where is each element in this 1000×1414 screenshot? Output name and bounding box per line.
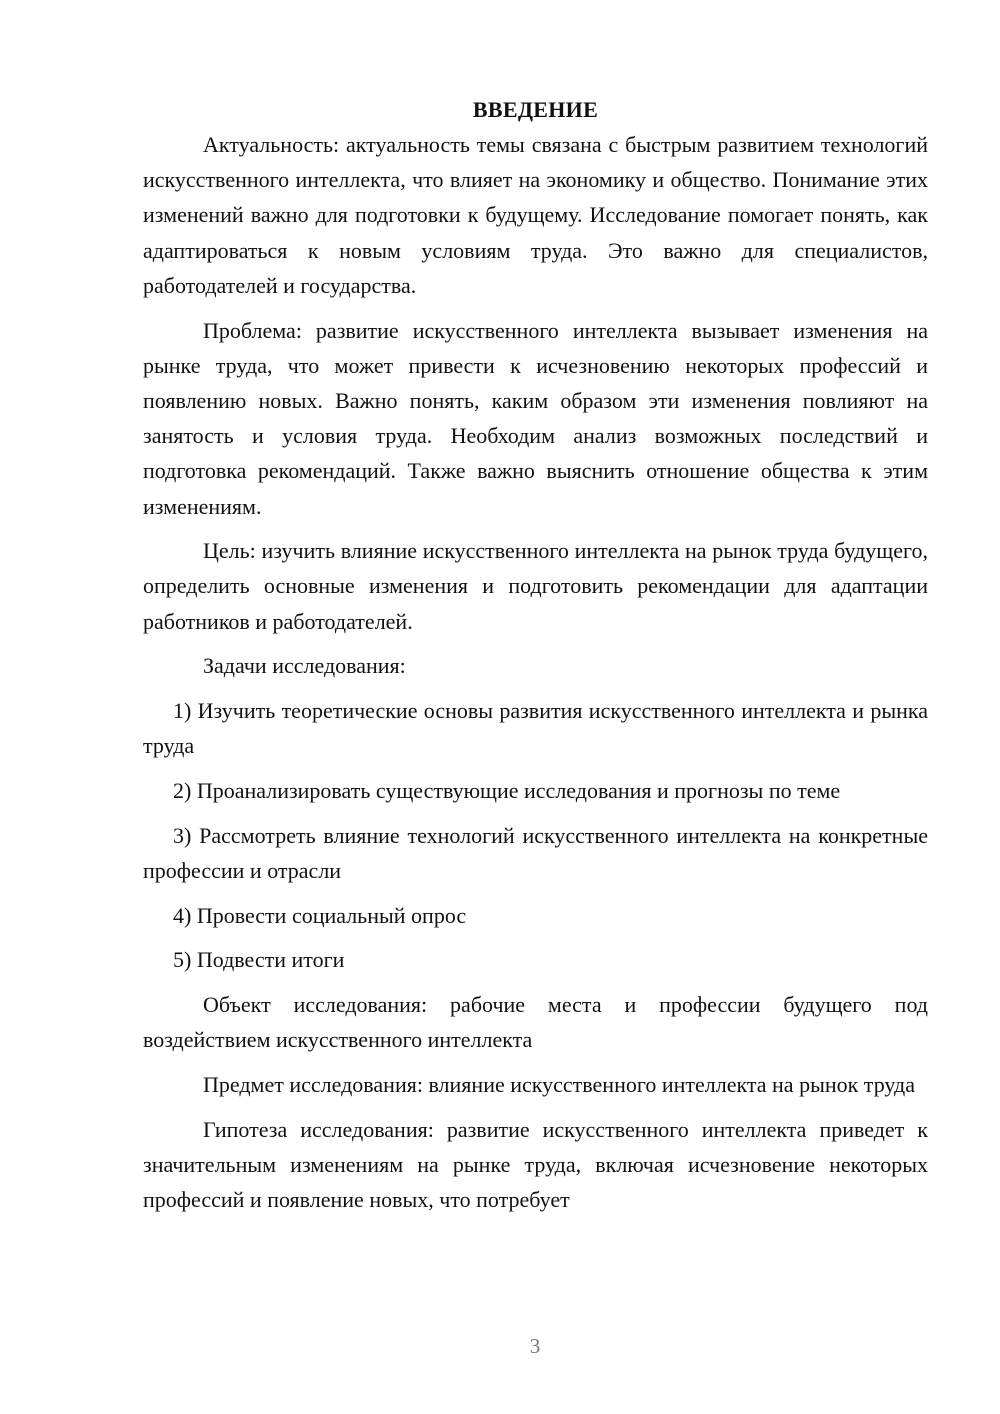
paragraph-relevance: Актуальность: актуальность темы связана с быстрым развитием технологий искусственного интеллекта, что влияет на экономику и общество. Понимание этих изменений важно для подготовки к будущему. Исследование помогает понять, как адаптироваться к новым условиям труда. Это важно для специалистов, работодателей и государства. bbox=[143, 132, 928, 298]
task-item: 1) Изучить теоретические основы развития искусственного интеллекта и рынка труда bbox=[143, 698, 928, 759]
page-number: 3 bbox=[529, 1334, 541, 1358]
page-content bbox=[143, 92, 928, 1227]
task-item: 4) Провести социальный опрос bbox=[173, 902, 467, 928]
paragraph-tasks-heading: Задачи исследования: bbox=[203, 653, 406, 679]
paragraph-object: Объект исследования: рабочие места и профессии будущего под воздействием искусственного интеллекта bbox=[143, 991, 928, 1053]
task-item: 3) Рассмотреть влияние технологий искусственного интеллекта на конкретные профессии и отрасли bbox=[143, 822, 928, 883]
paragraph-hypothesis: Гипотеза исследования: развитие искусственного интеллекта приведет к значительным изменениям на рынке труда, включая исчезновение некоторых профессий и появление новых, что потребует bbox=[143, 1116, 928, 1212]
paragraph-goal: Цель: изучить влияние искусственного интеллекта на рынок труда будущего, определить основные изменения и подготовить рекомендации для адаптации работников и работодателей. bbox=[143, 538, 928, 634]
task-item: 2) Проанализировать существующие исследования и прогнозы по теме bbox=[173, 777, 841, 803]
paragraph-problem: Проблема: развитие искусственного интеллекта вызывает изменения на рынке труда, что может привести к исчезновению некоторых профессий и появлению новых. Важно понять, каким образом эти изменения повлияют на занятость и условия труда. Необходим анализ возможных последствий и подготовка рекомендаций. Также важно выяснить отношение общества к этим изменениям. bbox=[143, 317, 928, 519]
paragraph-subject: Предмет исследования: влияние искусственного интеллекта на рынок труда bbox=[203, 1071, 915, 1097]
task-item: 5) Подвести итоги bbox=[173, 947, 345, 973]
section-title: ВВЕДЕНИЕ bbox=[472, 97, 599, 122]
